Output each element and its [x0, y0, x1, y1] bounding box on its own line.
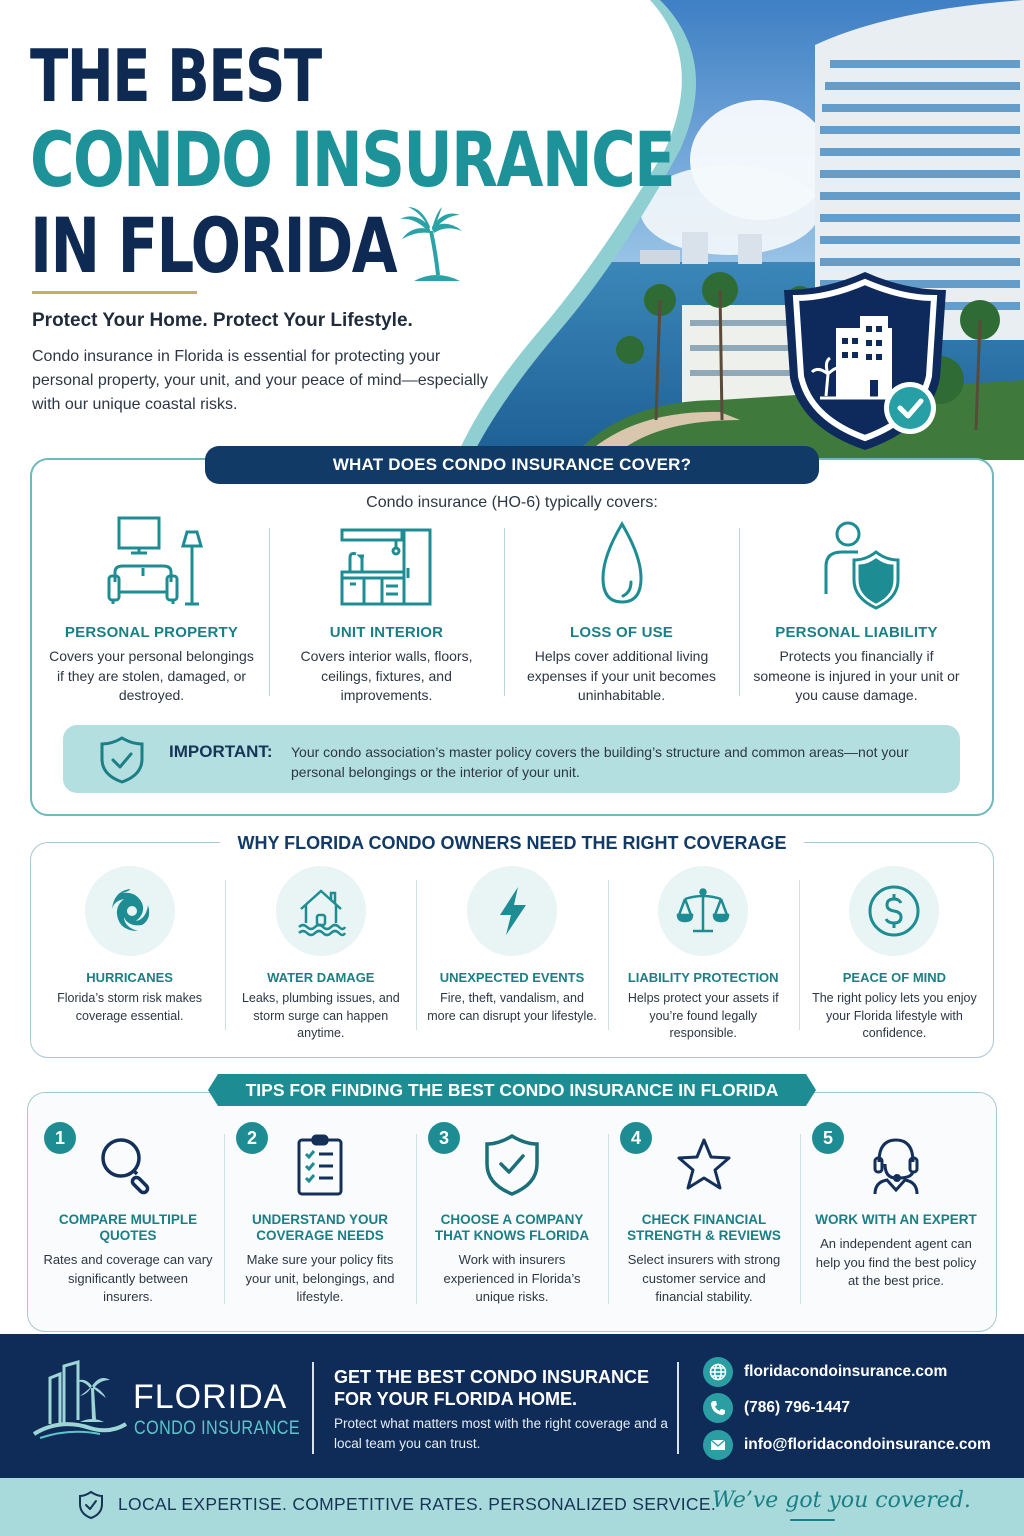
dollar-icon [866, 883, 922, 939]
tips-grid [32, 1118, 992, 1318]
why-item-unexpected-events [416, 864, 607, 1050]
hurricane-icon [102, 883, 158, 939]
footer-divider [677, 1362, 679, 1454]
why-item-liability-protection [608, 864, 799, 1050]
why-item-desc: Leaks, plumbing issues, and storm surge can happen anytime. [241, 991, 400, 1040]
coverage-title: UNIT INTERIOR [329, 624, 444, 641]
coverage-item-unit-interior [269, 510, 504, 710]
why-title: WHY FLORIDA CONDO OWNERS NEED THE RIGHT COVERAGE [220, 830, 804, 856]
shield-check-icon [479, 1132, 545, 1198]
kitchen-icon [332, 512, 442, 612]
tip-item-5 [800, 1118, 992, 1318]
coverage-desc: Helps cover additional living expenses if your unit becomes uninhabitable. [526, 648, 717, 703]
strip-script-slogan: We’ve got you covered. [712, 1488, 971, 1513]
hero-section [0, 0, 1024, 460]
tips-banner: TIPS FOR FINDING THE BEST CONDO INSURANCE IN FLORIDA [218, 1074, 806, 1106]
coverage-desc: Covers your personal belongings if they are stolen, damaged, or destroyed. [49, 648, 254, 703]
why-grid [34, 864, 990, 1050]
phone-icon [703, 1393, 733, 1423]
clipboard-checklist-icon [287, 1132, 353, 1198]
tip-item-4 [608, 1118, 800, 1318]
tip-desc: Make sure your policy fits your unit, belongings, and lifestyle. [245, 1252, 395, 1304]
lightning-icon [484, 883, 540, 939]
why-item-desc: Florida’s storm risk makes coverage essential. [57, 991, 203, 1023]
coverage-title: PERSONAL PROPERTY [64, 624, 239, 641]
title-line-3: IN FLORIDA [30, 201, 397, 290]
tip-number-badge: 4 [620, 1122, 652, 1154]
why-item-title: UNEXPECTED EVENTS [439, 970, 585, 985]
coverage-item-personal-property [34, 510, 269, 710]
why-item-title: WATER DAMAGE [267, 970, 375, 985]
tip-number-badge: 5 [812, 1122, 844, 1154]
tip-item-3 [416, 1118, 608, 1318]
coverage-grid [34, 510, 974, 710]
tip-number-badge: 2 [236, 1122, 268, 1154]
why-item-title: LIABILITY PROTECTION [627, 970, 779, 985]
important-label: IMPORTANT: [169, 742, 273, 761]
script-underline [790, 1519, 835, 1521]
coverage-title: PERSONAL LIABILITY [775, 624, 938, 641]
tip-desc: Work with insurers experienced in Florida’s unique risks. [443, 1252, 581, 1304]
tip-desc: An independent agent can help you find the best policy at the best price. [815, 1236, 977, 1288]
magnifier-icon [95, 1132, 161, 1198]
shield-check-icon [78, 1490, 104, 1520]
coverage-item-loss-of-use [504, 510, 739, 710]
coverage-title: LOSS OF USE [569, 624, 674, 641]
important-callout [63, 725, 960, 793]
tip-desc: Select insurers with strong customer service and financial stability. [627, 1252, 781, 1304]
why-item-hurricanes [34, 864, 225, 1050]
headset-agent-icon [863, 1132, 929, 1198]
logo-mark-icon [30, 1360, 130, 1440]
tip-item-1 [32, 1118, 224, 1318]
tip-number-badge: 1 [44, 1122, 76, 1154]
water-drop-icon [567, 512, 677, 612]
email-link[interactable] [703, 1430, 991, 1460]
envelope-icon [703, 1430, 733, 1460]
tip-title: COMPARE MULTIPLE QUOTES [58, 1212, 198, 1243]
tip-title: CHECK FINANCIAL STRENGTH & REVIEWS [627, 1212, 781, 1243]
important-text: Your condo association’s master policy covers the building’s structure and common areas—not your personal belongings or the interior of your unit. [291, 744, 909, 780]
shield-building-check-icon [780, 268, 950, 453]
tagline: Protect Your Home. Protect Your Lifestyle. [32, 310, 413, 331]
star-icon [671, 1132, 737, 1198]
person-shield-icon [802, 512, 912, 612]
flooded-house-icon [293, 883, 349, 939]
title-line-2: CONDO INSURANCE [30, 115, 675, 204]
strip-slogan: LOCAL EXPERTISE. COMPETITIVE RATES. PERSONALIZED SERVICE. [118, 1494, 716, 1514]
shield-check-icon [99, 735, 145, 785]
phone-text: (786) 796-1447 [744, 1399, 850, 1416]
tip-title: CHOOSE A COMPANY THAT KNOWS FLORIDA [434, 1212, 590, 1243]
why-item-desc: Fire, theft, vandalism, and more can disrupt your lifestyle. [427, 991, 597, 1023]
tip-item-2 [224, 1118, 416, 1318]
tip-title: UNDERSTAND YOUR COVERAGE NEEDS [251, 1212, 388, 1243]
palm-tree-icon [396, 205, 466, 285]
why-item-desc: The right policy lets you enjoy your Florida lifestyle with confidence. [812, 991, 977, 1040]
furniture-icon [97, 512, 207, 612]
footer-cta-subtext: Protect what matters most with the right coverage and a local team you can trust. [334, 1416, 668, 1451]
logo-text-secondary: CONDO INSURANCE [134, 1418, 301, 1439]
logo-text-primary: FLORIDA [133, 1378, 288, 1416]
why-item-desc: Helps protect your assets if you’re found legally responsible. [627, 991, 779, 1040]
footer-cta-heading: GET THE BEST CONDO INSURANCE FOR YOUR FLORIDA HOME. [334, 1367, 650, 1409]
tip-title: WORK WITH AN EXPERT [815, 1212, 977, 1227]
phone-link[interactable] [703, 1393, 850, 1423]
coverage-subtitle: Condo insurance (HO-6) typically covers: [366, 494, 658, 511]
website-link[interactable] [703, 1357, 947, 1387]
why-item-peace-of-mind [799, 864, 990, 1050]
title-line-1: THE BEST [30, 34, 321, 118]
coverage-item-personal-liability [739, 510, 974, 710]
footer-divider [312, 1362, 314, 1454]
scales-icon [675, 883, 731, 939]
tip-number-badge: 3 [428, 1122, 460, 1154]
why-item-title: PEACE OF MIND [842, 970, 947, 985]
website-text: floridacondoinsurance.com [744, 1363, 948, 1380]
why-item-title: HURRICANES [86, 970, 173, 985]
coverage-desc: Covers interior walls, floors, ceilings, fixtures, and improvements. [300, 648, 473, 703]
coverage-banner: WHAT DOES CONDO INSURANCE COVER? [205, 446, 819, 484]
email-text: info@floridacondoinsurance.com [744, 1436, 991, 1453]
coverage-desc: Protects you financially if someone is injured in your unit or you cause damage. [753, 648, 960, 703]
why-item-water-damage [225, 864, 416, 1050]
tip-desc: Rates and coverage can vary significantly between insurers. [43, 1252, 213, 1304]
globe-icon [703, 1357, 733, 1387]
gold-divider [32, 291, 197, 294]
intro-paragraph: Condo insurance in Florida is essential for protecting your personal property, your unit, and your peace of mind—especially with our unique coastal risks. [32, 348, 488, 413]
